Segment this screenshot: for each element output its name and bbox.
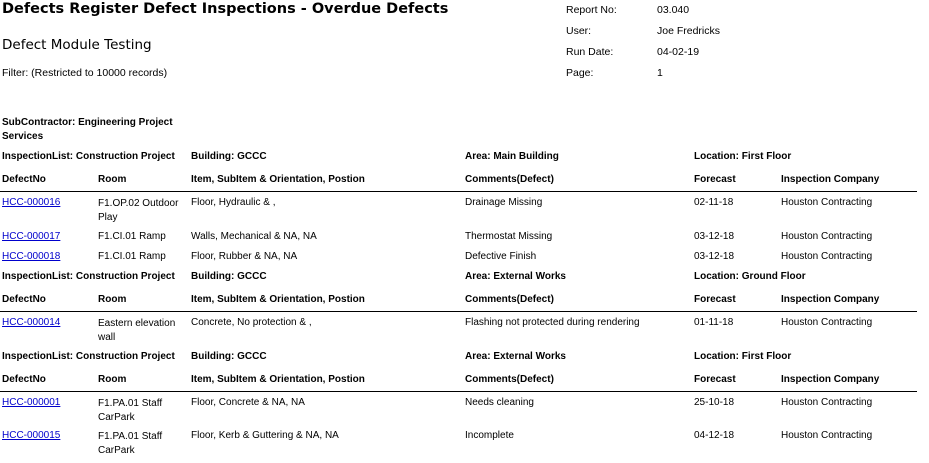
col-header-forecast: Forecast (694, 174, 736, 185)
row-room: F1.PA.01 Staff CarPark (98, 398, 163, 423)
location-heading: Location: First Floor (694, 151, 792, 162)
header-rule (0, 391, 917, 392)
row-comments: Flashing not protected during rendering (465, 317, 640, 328)
header-rule (0, 311, 917, 312)
inspection-list-heading: InspectionList: Construction Project (2, 351, 175, 362)
inspection-list-heading: InspectionList: Construction Project (2, 271, 175, 282)
defect-no-link[interactable]: HCC-000014 (2, 317, 61, 328)
row-company: Houston Contracting (781, 397, 873, 408)
row-comments: Defective Finish (465, 251, 537, 262)
col-header-company: Inspection Company (781, 374, 880, 385)
defect-no-link[interactable]: HCC-000016 (2, 197, 61, 208)
col-header-comments: Comments(Defect) (465, 294, 554, 305)
col-header-item: Item, SubItem & Orientation, Postion (191, 294, 365, 305)
col-header-room: Room (98, 294, 127, 305)
row-company: Houston Contracting (781, 317, 873, 328)
area-heading: Area: External Works (465, 351, 566, 362)
area-heading: Area: Main Building (465, 151, 559, 162)
row-comments: Thermostat Missing (465, 231, 553, 242)
user-label: User: (566, 25, 592, 37)
defect-no-link[interactable]: HCC-000001 (2, 397, 61, 408)
row-room: F1.CI.01 Ramp (98, 251, 166, 262)
row-company: Houston Contracting (781, 231, 873, 242)
col-header-company: Inspection Company (781, 174, 880, 185)
col-header-comments: Comments(Defect) (465, 374, 554, 385)
defect-no-link[interactable]: HCC-000017 (2, 231, 61, 242)
col-header-item: Item, SubItem & Orientation, Postion (191, 374, 365, 385)
row-room: F1.PA.01 Staff CarPark (98, 431, 163, 456)
location-heading: Location: First Floor (694, 351, 792, 362)
row-company: Houston Contracting (781, 197, 873, 208)
inspection-list-heading: InspectionList: Construction Project (2, 151, 175, 162)
row-company: Houston Contracting (781, 430, 873, 441)
col-header-defect-no: DefectNo (2, 174, 46, 185)
col-header-defect-no: DefectNo (2, 374, 46, 385)
col-header-item: Item, SubItem & Orientation, Postion (191, 174, 365, 185)
defect-no-link[interactable]: HCC-000015 (2, 430, 61, 441)
row-forecast: 01-11-18 (694, 317, 734, 328)
header-rule (0, 191, 917, 192)
row-comments: Incomplete (465, 430, 514, 441)
location-heading: Location: Ground Floor (694, 271, 806, 282)
report-title: Defects Register Defect Inspections - Overdue Defects (2, 1, 449, 17)
row-item: Concrete, No protection & , (191, 317, 312, 328)
run-date-value: 04-02-19 (657, 46, 700, 58)
row-forecast: 03-12-18 (694, 251, 735, 262)
row-room: Eastern elevation wall (98, 318, 176, 343)
user-value: Joe Fredricks (657, 25, 721, 37)
report-subtitle: Defect Module Testing (2, 37, 152, 53)
row-forecast: 04-12-18 (694, 430, 735, 441)
col-header-forecast: Forecast (694, 374, 736, 385)
row-comments: Drainage Missing (465, 197, 543, 208)
row-item: Walls, Mechanical & NA, NA (191, 231, 317, 242)
report-no-label: Report No: (566, 4, 617, 16)
col-header-defect-no: DefectNo (2, 294, 46, 305)
building-heading: Building: GCCC (191, 151, 267, 162)
row-forecast: 25-10-18 (694, 397, 735, 408)
row-item: Floor, Concrete & NA, NA (191, 397, 305, 408)
row-forecast: 02-11-18 (694, 197, 734, 208)
row-item: Floor, Rubber & NA, NA (191, 251, 298, 262)
row-room: F1.OP.02 Outdoor Play (98, 198, 179, 223)
area-heading: Area: External Works (465, 271, 566, 282)
row-company: Houston Contracting (781, 251, 873, 262)
building-heading: Building: GCCC (191, 271, 267, 282)
col-header-forecast: Forecast (694, 294, 736, 305)
col-header-company: Inspection Company (781, 294, 880, 305)
page-label: Page: (566, 67, 594, 79)
row-comments: Needs cleaning (465, 397, 534, 408)
building-heading: Building: GCCC (191, 351, 267, 362)
row-forecast: 03-12-18 (694, 231, 735, 242)
col-header-comments: Comments(Defect) (465, 174, 554, 185)
report-no-value: 03.040 (657, 4, 690, 16)
filter-text: Filter: (Restricted to 10000 records) (2, 67, 168, 79)
defect-no-link[interactable]: HCC-000018 (2, 251, 61, 262)
col-header-room: Room (98, 374, 127, 385)
row-room: F1.CI.01 Ramp (98, 231, 166, 242)
page-value: 1 (657, 67, 663, 79)
run-date-label: Run Date: (566, 46, 614, 58)
row-item: Floor, Hydraulic & , (191, 197, 276, 208)
row-item: Floor, Kerb & Guttering & NA, NA (191, 430, 339, 441)
col-header-room: Room (98, 174, 127, 185)
subcontractor-heading: SubContractor: Engineering Project Services (2, 117, 173, 142)
